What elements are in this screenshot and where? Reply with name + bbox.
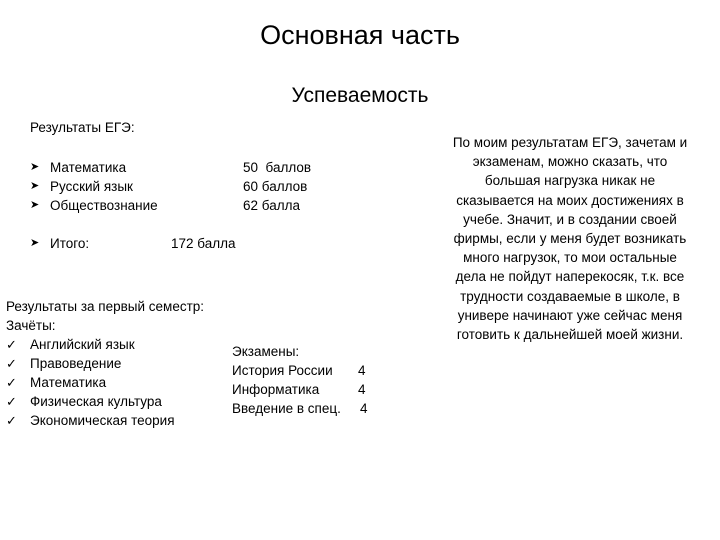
ege-subject-list: [30, 158, 158, 215]
exam-grade: 4: [360, 401, 368, 416]
conclusion-text: По моим результатам ЕГЭ, зачетам и экзаменам, можно сказать, что большая нагрузка никак не сказывается на моих достижениях в учебе. Значит, и в создании своей фирмы, если у меня будет возникать много нагрузок, то мои остальные дела не пойдут наперекосяк, т.к. все трудности создаваемые в школе, в универе начинают уже сейчас меня готовить к дальнейшей моей жизни.: [452, 135, 688, 343]
list-item: [30, 158, 158, 177]
exam-row: [232, 399, 368, 418]
arrow-bullet-icon: ➤: [30, 199, 40, 211]
arrow-bullet-icon: ➤: [30, 180, 40, 192]
list-item: [30, 177, 158, 196]
list-item: [6, 335, 204, 354]
list-item: [6, 392, 204, 411]
ege-score: 60 баллов: [243, 179, 308, 194]
credit-subject: Физическая культура: [30, 394, 162, 409]
list-item: [6, 411, 204, 430]
ege-score: 50 баллов: [243, 160, 312, 175]
ege-score: 62 балла: [243, 198, 300, 213]
checkmark-icon: ✓: [6, 337, 17, 352]
semester-heading: Результаты за первый семестр:: [6, 299, 205, 314]
checkmark-icon: ✓: [6, 394, 17, 409]
checkmark-icon: ✓: [6, 375, 17, 390]
credit-subject: Математика: [30, 375, 107, 390]
arrow-bullet-icon: ➤: [30, 237, 40, 249]
exam-name: Информатика: [232, 382, 320, 397]
slide-subtitle: Успеваемость: [291, 84, 429, 107]
exam-results: [232, 342, 368, 418]
semester-results: [6, 297, 204, 430]
ege-total-label: Итого:: [50, 236, 90, 251]
exam-row: [232, 380, 368, 399]
exam-grade: 4: [358, 382, 366, 397]
ege-subject: Обществознание: [50, 198, 158, 213]
slide-title: Основная часть: [260, 20, 460, 50]
list-item: [6, 373, 204, 392]
exam-grade: 4: [358, 363, 366, 378]
ege-total-value: 172 балла: [171, 236, 236, 251]
credit-subject: Экономическая теория: [30, 413, 175, 428]
ege-heading: Результаты ЕГЭ:: [30, 120, 135, 135]
list-item: [6, 354, 204, 373]
credit-subject: Правоведение: [30, 356, 122, 371]
arrow-bullet-icon: ➤: [30, 161, 40, 173]
ege-score-list: [243, 158, 311, 215]
credit-subject: Английский язык: [30, 337, 135, 352]
checkmark-icon: ✓: [6, 413, 17, 428]
exam-row: [232, 361, 368, 380]
exam-name: Введение в спец.: [232, 401, 341, 416]
list-item: [30, 196, 158, 215]
ege-total-row: [30, 234, 89, 253]
ege-subject: Русский язык: [50, 179, 133, 194]
checkmark-icon: ✓: [6, 356, 17, 371]
exams-label: Экзамены:: [232, 344, 300, 359]
ege-subject: Математика: [50, 160, 127, 175]
exam-name: История России: [232, 363, 333, 378]
credits-label: Зачёты:: [6, 318, 56, 333]
